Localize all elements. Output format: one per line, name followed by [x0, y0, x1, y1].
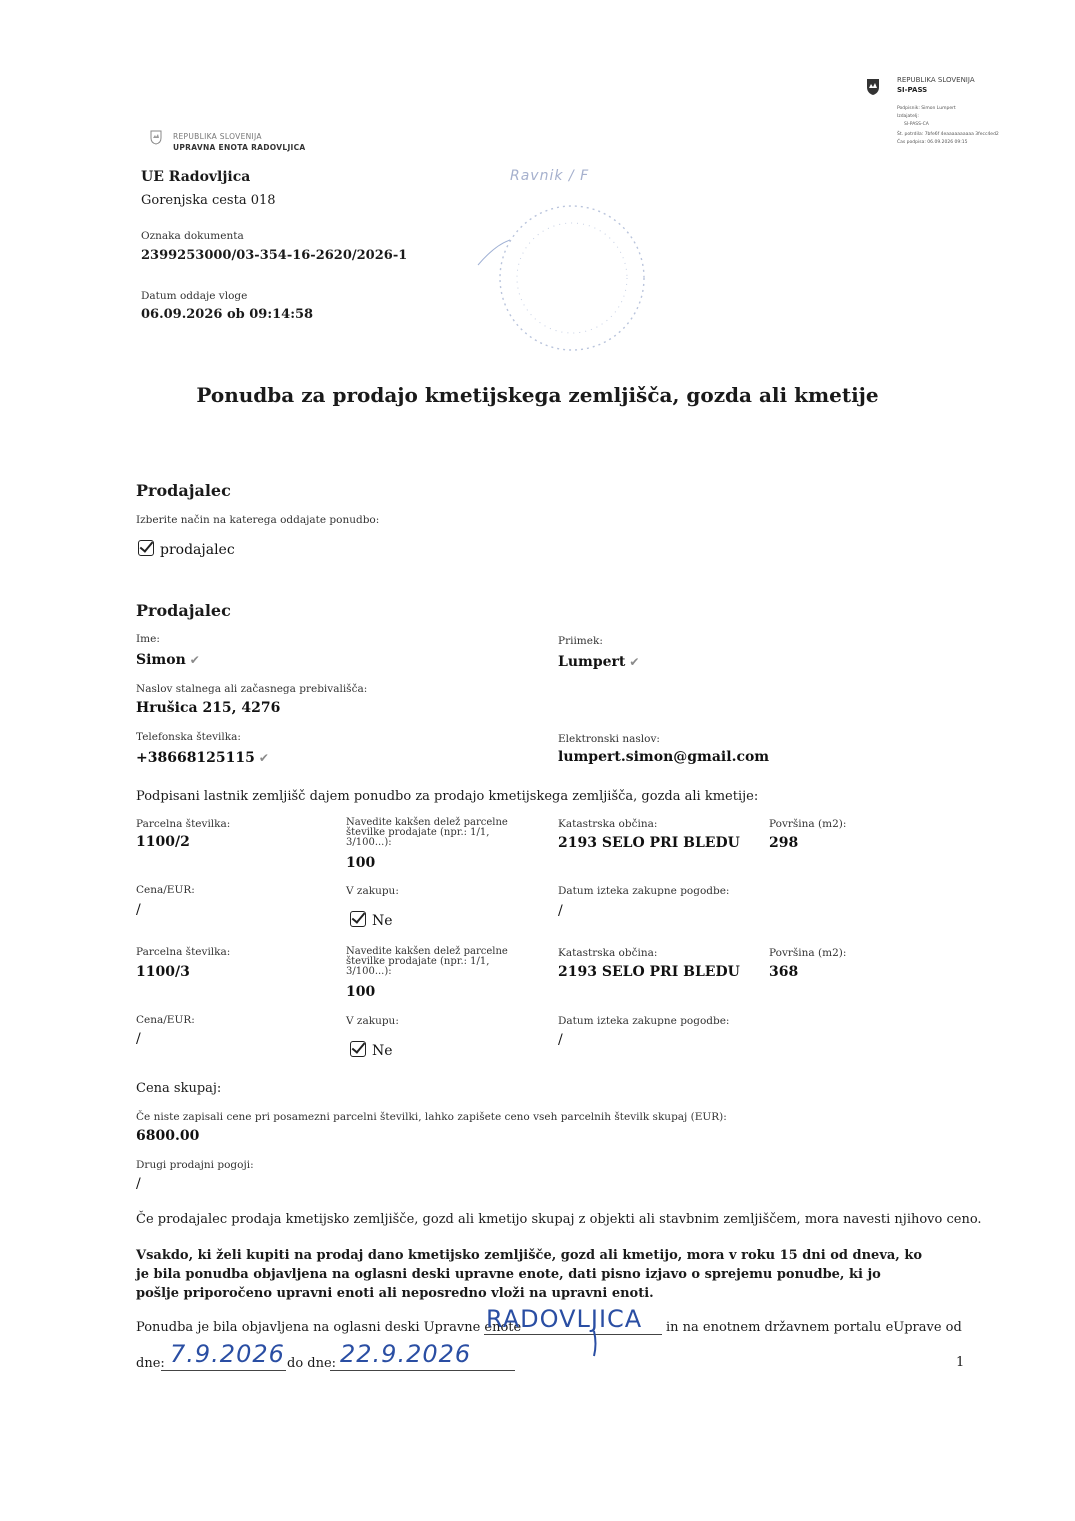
office-name: UE Radovljica: [141, 169, 251, 185]
lease-checkbox[interactable]: [350, 1041, 366, 1057]
parcel-lease-option[interactable]: [350, 1041, 393, 1059]
verified-check-icon: ✔: [629, 655, 640, 669]
parcel-price-label: Cena/EUR:: [136, 884, 195, 896]
document-ref-value: 2399253000/03-354-16-2620/2026-1: [141, 248, 408, 263]
parcel-municipality-value: 2193 SELO PRI BLEDU: [558, 964, 740, 980]
coat-of-arms-icon: [866, 78, 880, 96]
section1-prompt: Izberite način na katerega oddajate ponudbo:: [136, 514, 380, 526]
parcel-lease-end-value: /: [558, 903, 563, 919]
publication-prefix: Ponudba je bila objavljena na oglasni deski Upravne enote: [136, 1320, 522, 1335]
total-value: 6800.00: [136, 1128, 200, 1144]
parcel-lease-value: Ne: [372, 1043, 393, 1059]
publication-from-label: dne:: [136, 1356, 165, 1371]
parcel-municipality-label: Katastrska občina:: [558, 947, 658, 959]
parcel-share-label: Navedite kakšen delež parcelne številke prodajate (npr.: 1/1, 3/100...):: [346, 817, 508, 848]
parcel-lease-label: V zakupu:: [346, 1015, 399, 1027]
esig-country: REPUBLIKA SLOVENIJA: [897, 76, 975, 84]
email-value: lumpert.simon@gmail.com: [558, 749, 770, 765]
address-value: Hrušica 215, 4276: [136, 700, 281, 716]
acceptance-notice: Vsakdo, ki želi kupiti na prodaj dano kmetijsko zemljišče, gozd ali kmetijo, mora v roku 15 dni od dneva, ko je bila ponudba objavljena na oglasni deski upravne enote, dati pisno izjavo o sprejemu ponudbe, ki jo pošlje priporočeno upravni enoti ali neposredno vloži na upravni enoti.: [136, 1248, 923, 1301]
stamp-handwriting: Ravnik / F: [510, 168, 590, 184]
esig-service: SI-PASS: [897, 86, 928, 94]
verified-check-icon: ✔: [189, 653, 200, 667]
parcel-share-value: 100: [346, 855, 376, 871]
esig-line4: Št. potrdila: 7bfe6f 4eaaaaaaaaaa 3fecc4ed2: [897, 132, 999, 137]
address-label: Naslov stalnega ali začasnega prebivališča:: [136, 683, 368, 695]
submission-date-value: 06.09.2026 ob 09:14:58: [141, 307, 314, 322]
submission-date-label: Datum oddaje vloge: [141, 290, 248, 302]
section2-heading: Prodajalec: [136, 601, 231, 620]
parcel-number-value: 1100/3: [136, 964, 190, 980]
publication-from-line: [161, 1370, 286, 1371]
page-title: Ponudba za prodajo kmetijskega zemljišča, gozda ali kmetije: [196, 383, 879, 407]
esig-line1: Podpisnik: Simon Lumpert: [897, 106, 956, 111]
offer-type-checkbox[interactable]: [138, 540, 154, 556]
parcel-lease-end-label: Datum izteka zakupne pogodbe:: [558, 885, 730, 897]
parcel-municipality-label: Katastrska občina:: [558, 818, 658, 830]
publication-to-label: do dne:: [287, 1356, 337, 1371]
objects-notice: Če prodajalec prodaja kmetijsko zemljišče, gozd ali kmetijo skupaj z objekti ali stavbnim zemljiščem, mora navesti njihovo ceno.: [136, 1212, 982, 1227]
first-name-label: Ime:: [136, 633, 160, 645]
parcel-number-label: Parcelna številka:: [136, 946, 231, 958]
last-name-text: Lumpert: [558, 654, 626, 670]
parcel-share-value: 100: [346, 984, 376, 1000]
last-name-label: Priimek:: [558, 635, 603, 647]
publication-suffix: in na enotnem državnem portalu eUprave od: [666, 1320, 962, 1335]
document-ref-label: Oznaka dokumenta: [141, 230, 244, 242]
parcel-area-value: 298: [769, 835, 799, 851]
agency-coat-of-arms-icon: [150, 130, 162, 145]
parcel-lease-end-label: Datum izteka zakupne pogodbe:: [558, 1015, 730, 1027]
phone-label: Telefonska številka:: [136, 731, 241, 743]
section1-heading: Prodajalec: [136, 481, 231, 500]
publication-to-line: [330, 1370, 515, 1371]
parcel-number-value: 1100/2: [136, 834, 190, 850]
publication-to-handwritten: 22.9.2026: [340, 1340, 472, 1368]
parcel-area-label: Površina (m2):: [769, 947, 847, 959]
agency-unit: UPRAVNA ENOTA RADOVLJICA: [173, 143, 306, 152]
first-name-text: Simon: [136, 652, 186, 668]
esig-line3: SI-PASS-CA: [904, 122, 929, 127]
publication-unit-line: [484, 1334, 662, 1335]
esig-line2: Izdajatelj:: [897, 114, 919, 119]
parcel-share-label: Navedite kakšen delež parcelne številke prodajate (npr.: 1/1, 3/100...):: [346, 946, 508, 977]
page-number: 1: [956, 1355, 965, 1370]
other-terms-label: Drugi prodajni pogoji:: [136, 1159, 254, 1171]
handwriting-stroke: [588, 1330, 608, 1360]
parcel-municipality-value: 2193 SELO PRI BLEDU: [558, 835, 740, 851]
offer-type-label: prodajalec: [160, 542, 235, 558]
parcel-price-value: /: [136, 1031, 141, 1047]
intro-statement: Podpisani lastnik zemljišč dajem ponudbo za prodajo kmetijskega zemljišča, gozda ali kmetije:: [136, 789, 759, 804]
esig-line5: Čas podpisa: 06.09.2026 09:15: [897, 140, 968, 145]
first-name-value: [136, 652, 200, 668]
total-label: Če niste zapisali cene pri posamezni parcelni številki, lahko zapišete ceno vseh parcelnih številk skupaj (EUR):: [136, 1111, 727, 1123]
lease-checkbox[interactable]: [350, 911, 366, 927]
office-address: Gorenjska cesta 018: [141, 193, 276, 208]
email-label: Elektronski naslov:: [558, 733, 660, 745]
parcel-price-value: /: [136, 902, 141, 918]
publication-from-handwritten: 7.9.2026: [170, 1340, 285, 1368]
total-heading: Cena skupaj:: [136, 1081, 222, 1096]
parcel-lease-value: Ne: [372, 913, 393, 929]
agency-country: REPUBLIKA SLOVENIJA: [173, 132, 262, 141]
publication-unit-handwritten: RADOVLJICA: [486, 1305, 643, 1333]
offer-type-option[interactable]: [138, 540, 235, 558]
parcel-area-value: 368: [769, 964, 799, 980]
verified-check-icon: ✔: [258, 751, 269, 765]
received-stamp: [470, 170, 670, 370]
parcel-number-label: Parcelna številka:: [136, 818, 231, 830]
parcel-price-label: Cena/EUR:: [136, 1014, 195, 1026]
parcel-area-label: Površina (m2):: [769, 818, 847, 830]
parcel-lease-option[interactable]: [350, 911, 393, 929]
last-name-value: [558, 654, 639, 670]
phone-text: +38668125115: [136, 750, 255, 766]
parcel-lease-label: V zakupu:: [346, 885, 399, 897]
parcel-lease-end-value: /: [558, 1032, 563, 1048]
phone-value: [136, 750, 269, 766]
other-terms-value: /: [136, 1176, 141, 1192]
